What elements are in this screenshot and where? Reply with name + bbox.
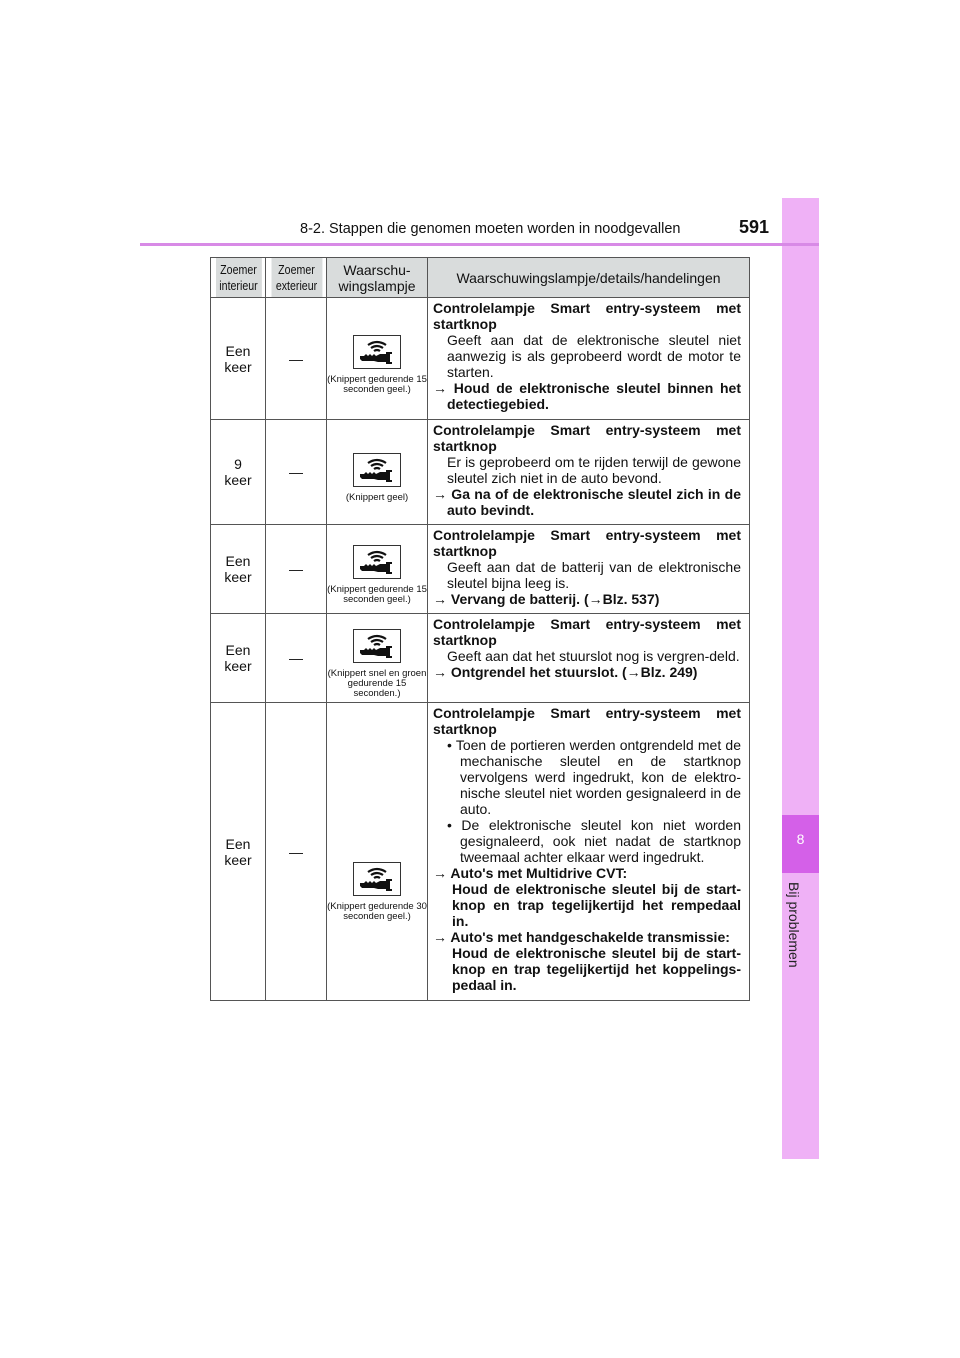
- detail-title: Controlelampje Smart entry-systeem met startknop: [433, 616, 741, 648]
- warning-lamp-cell: [327, 703, 428, 1001]
- smart-key-warning-icon: [353, 862, 401, 896]
- detail-title: Controlelampje Smart entry-systeem met startknop: [433, 705, 741, 737]
- table-row: [211, 614, 750, 703]
- details-cell: [428, 420, 750, 525]
- lamp-caption: (Knippert geel): [345, 492, 409, 503]
- detail-line: → Vervang de batterij. (→Blz. 537): [433, 591, 660, 607]
- warning-lamp-cell: [327, 298, 428, 420]
- page-number: 591: [739, 217, 770, 237]
- detail-line: → Ontgrendel het stuurslot. (→Blz. 249): [433, 664, 698, 680]
- interior-buzzer: Een keer: [211, 703, 266, 1001]
- detail-line: Houd de elektronische sleutel bij de start-knop en trap tegelijkertijd het koppelings-pedaal in.: [452, 945, 741, 993]
- section-title: 8-2. Stappen die genomen moeten worden in noodgevallen: [300, 221, 681, 237]
- table-row: [211, 420, 750, 525]
- detail-line: → Auto's met handgeschakelde transmissie:: [433, 929, 730, 945]
- interior-buzzer: Een keer: [211, 525, 266, 614]
- exterior-buzzer: —: [266, 298, 327, 420]
- smart-key-warning-icon: [353, 453, 401, 487]
- exterior-buzzer: —: [266, 420, 327, 525]
- lamp-caption: (Knippert gedurende 15 seconden geel.): [327, 373, 427, 395]
- detail-line: Er is geprobeerd om te rijden terwijl de gewone sleutel zich niet in de auto bevond.: [447, 454, 741, 486]
- detail-line: Geeft aan dat het stuurslot nog is vergren-deld.: [447, 648, 740, 664]
- detail-line: → Houd de elektronische sleutel binnen het detectiegebied.: [433, 380, 741, 412]
- details-cell: [428, 614, 750, 703]
- chapter-tab-strip: [782, 198, 819, 1159]
- details-cell: [428, 525, 750, 614]
- detail-line: → Auto's met Multidrive CVT:: [433, 865, 628, 881]
- details-cell: [428, 703, 750, 1001]
- col-header-interior: Zoemer interieur: [215, 258, 262, 298]
- table-row: [211, 298, 750, 420]
- chapter-number: 8: [782, 815, 819, 873]
- detail-title: Controlelampje Smart entry-systeem met startknop: [433, 527, 741, 559]
- smart-key-warning-icon: [353, 335, 401, 369]
- detail-line: Geeft aan dat de elektronische sleutel niet aanwezig is als geprobeerd wordt de motor te starten.: [447, 332, 741, 380]
- chapter-label: Bij problemen: [786, 882, 802, 968]
- exterior-buzzer: —: [266, 525, 327, 614]
- warning-lamp-cell: [327, 420, 428, 525]
- smart-key-warning-icon: [353, 629, 401, 663]
- col-header-exterior: Zoemer exterieur: [270, 258, 322, 298]
- exterior-buzzer: —: [266, 614, 327, 703]
- interior-buzzer: Een keer: [211, 614, 266, 703]
- detail-line: → Ga na of de elektronische sleutel zich in de auto bevindt.: [433, 486, 741, 518]
- table-row: [211, 525, 750, 614]
- lamp-caption: (Knippert snel en groen gedurende 15 seconden.): [327, 668, 427, 699]
- exterior-buzzer: —: [266, 703, 327, 1001]
- interior-buzzer: 9 keer: [211, 420, 266, 525]
- lamp-caption: (Knippert gedurende 30 seconden geel.): [327, 900, 427, 922]
- detail-line: • Toen de portieren werden ontgrendeld met de mechanische sleutel en de startknop vervolgens werd ingedrukt, kon de elektro-nische sleutel niet worden gesignaleerd in de auto.: [447, 737, 741, 817]
- detail-title: Controlelampje Smart entry-systeem met startknop: [433, 422, 741, 454]
- warning-lamp-cell: [327, 525, 428, 614]
- warning-lamp-cell: [327, 614, 428, 703]
- col-header-details: Waarschuwingslampje/details/handelingen: [428, 258, 750, 298]
- col-header-lamp: Waarschu- wingslampje: [327, 258, 428, 298]
- detail-line: • De elektronische sleutel kon niet worden gesignaleerd, ook niet nadat de startknop tweemaal achter elkaar werd ingedrukt.: [447, 817, 741, 865]
- warning-table: [210, 257, 750, 1001]
- detail-title: Controlelampje Smart entry-systeem met startknop: [433, 300, 741, 332]
- details-cell: [428, 298, 750, 420]
- detail-line: Geeft aan dat de batterij van de elektronische sleutel bijna leeg is.: [447, 559, 741, 591]
- header-divider: [140, 243, 819, 246]
- smart-key-warning-icon: [353, 545, 401, 579]
- detail-line: Houd de elektronische sleutel bij de start-knop en trap tegelijkertijd het rempedaal in.: [452, 881, 741, 929]
- lamp-caption: (Knippert gedurende 15 seconden geel.): [327, 584, 427, 605]
- table-row: [211, 703, 750, 1001]
- interior-buzzer: Een keer: [211, 298, 266, 420]
